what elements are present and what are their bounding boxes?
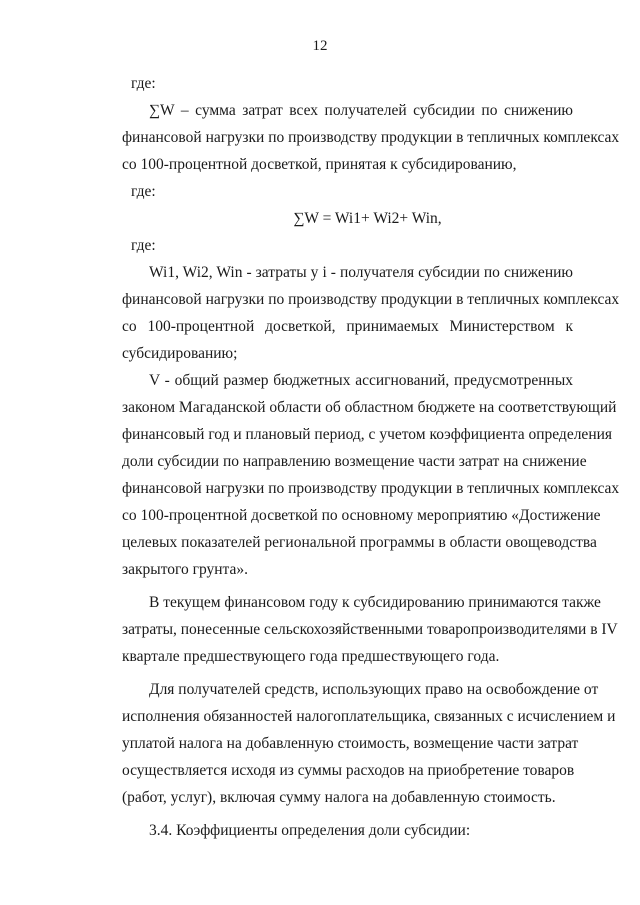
document-body [122, 70, 620, 844]
text-line: законом Магаданской области об областном бюджете на соответствующий [122, 399, 617, 416]
text-line: со 100-процентной досветкой, принятая к субсидированию, [122, 156, 517, 173]
text-line: квартале предшествующего года предшествующего года. [122, 648, 500, 665]
text-line: В текущем финансовом году к субсидированию принимаются также [149, 594, 601, 611]
text-line: исполнения обязанностей налогоплательщика, связанных с исчислением и [122, 708, 616, 725]
text-line: финансовой нагрузки по производству продукции в тепличных комплексах [122, 129, 620, 146]
text-line: где: [131, 237, 156, 254]
text-line: где: [131, 75, 156, 92]
text-line: со 100-процентной досветкой по основному мероприятию «Достижение [122, 507, 601, 524]
text-line: 3.4. Коэффициенты определения доли субсидии: [149, 822, 471, 839]
text-line: доли субсидии по направлению возмещение части затрат на снижение [122, 453, 587, 470]
text-line: финансовой нагрузки по производству продукции в тепличных комплексах [122, 480, 620, 497]
text-line: Для получателей средств, использующих право на освобождение от [149, 681, 599, 698]
text-line: Wi1, Wi2, Win - затраты у i - получателя субсидии по снижению [149, 264, 573, 281]
text-line: со 100-процентной досветкой, принимаемых Министерством к [122, 318, 573, 335]
text-line: (работ, услуг), включая сумму налога на добавленную стоимость. [122, 789, 556, 806]
text-line: ∑W – сумма затрат всех получателей субсидии по снижению [149, 102, 573, 119]
text-line: V - общий размер бюджетных ассигнований, предусмотренных [149, 372, 573, 389]
text-line: финансовой нагрузки по производству продукции в тепличных комплексах [122, 291, 620, 308]
text-line: осуществляется исходя из суммы расходов на приобретение товаров [122, 762, 575, 779]
text-line: закрытого грунта». [122, 561, 249, 578]
text-line: уплатой налога на добавленную стоимость, возмещение части затрат [122, 735, 579, 752]
text-line: ∑W = Wi1+ Wi2+ Win, [293, 210, 442, 227]
text-line: где: [131, 183, 156, 200]
text-line: финансовый год и плановый период, с учетом коэффициента определения [122, 426, 613, 443]
text-line: субсидированию; [122, 345, 238, 362]
text-line: затраты, понесенные сельскохозяйственными товаропроизводителями в IV [122, 621, 618, 638]
text-line: целевых показателей региональной программы в области овощеводства [122, 534, 597, 551]
page-number: 12 [312, 38, 328, 54]
